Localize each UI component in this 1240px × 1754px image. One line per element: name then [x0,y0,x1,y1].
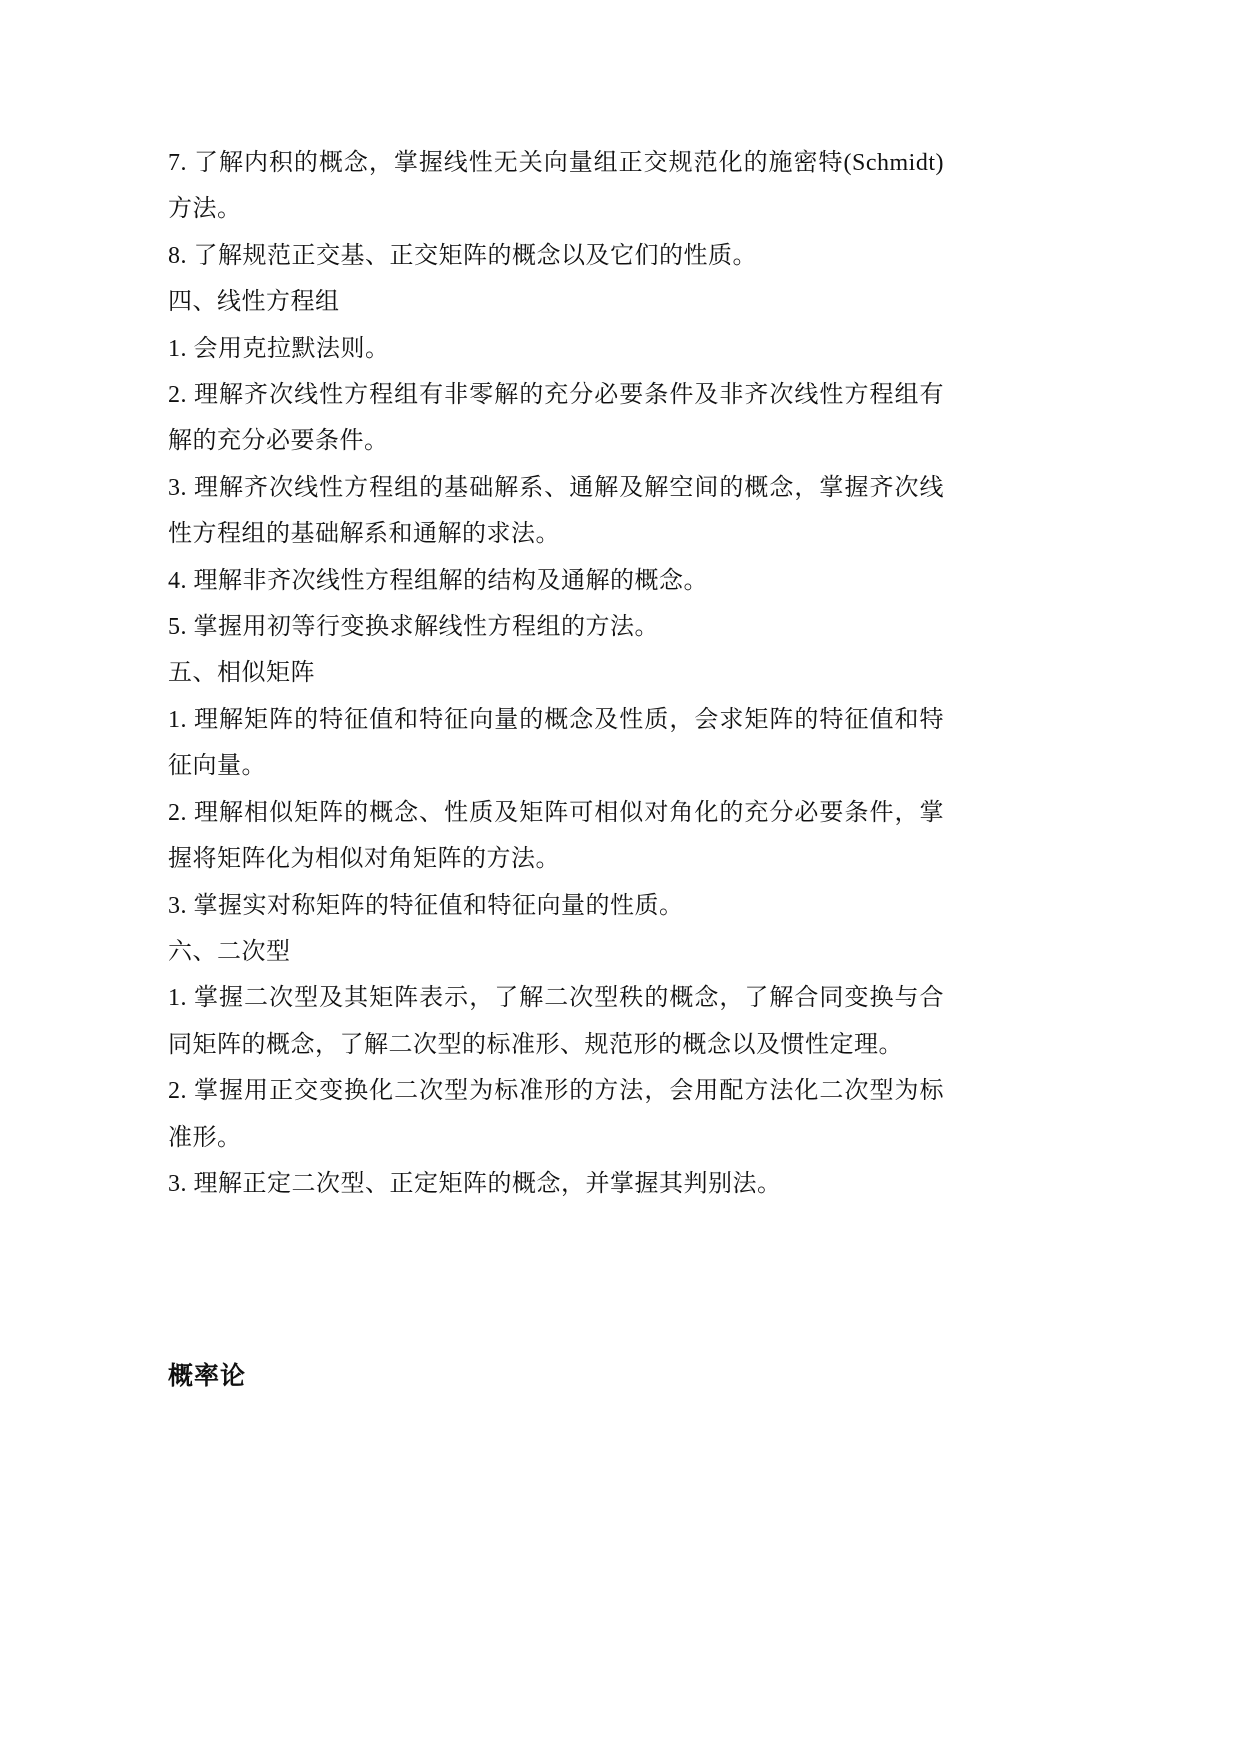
list-item-8-orthonormal-basis: 8. 了解规范正交基、正交矩阵的概念以及它们的性质。 [168,242,757,269]
list-item-2-diagonalization: 2. 理解相似矩阵的概念、性质及矩阵可相似对角化的充分必要条件，掌握将矩阵化为相似对角矩阵的方法。 [168,799,944,873]
section-title-probability: 概率论 [168,1361,247,1390]
document-body [168,140,944,1207]
list-item-3-positive-definite: 3. 理解正定二次型、正定矩阵的概念，并掌握其判别法。 [168,1170,782,1197]
list-item-3-real-symmetric: 3. 掌握实对称矩阵的特征值和特征向量的性质。 [168,892,684,919]
section-heading-quadratic-forms: 六、二次型 [168,938,291,965]
list-item-2-orthogonal-transform: 2. 掌握用正交变换化二次型为标准形的方法，会用配方法化二次型为标准形。 [168,1078,944,1151]
list-item-1-eigenvalues: 1. 理解矩阵的特征值和特征向量的概念及性质，会求矩阵的特征值和特征向量。 [168,706,944,780]
section-heading-linear-equations: 四、线性方程组 [168,289,340,316]
list-item-4-nonhomogeneous-structure: 4. 理解非齐次线性方程组解的结构及通解的概念。 [168,567,708,594]
list-item-3-fundamental-system: 3. 理解齐次线性方程组的基础解系、通解及解空间的概念，掌握齐次线性方程组的基础解系和通解的求法。 [168,474,944,548]
list-item-2-solution-conditions: 2. 理解齐次线性方程组有非零解的充分必要条件及非齐次线性方程组有解的充分必要条件。 [168,382,944,455]
section-heading-similar-matrices: 五、相似矩阵 [168,660,315,687]
list-item-1-cramer-rule: 1. 会用克拉默法则。 [168,335,390,362]
list-item-5-row-reduction: 5. 掌握用初等行变换求解线性方程组的方法。 [168,614,659,641]
list-item-1-quadratic-matrix: 1. 掌握二次型及其矩阵表示，了解二次型秩的概念，了解合同变换与合同矩阵的概念，了解二次型的标准形、规范形的概念以及惯性定理。 [168,985,944,1058]
list-item-7-inner-product: 7. 了解内积的概念，掌握线性无关向量组正交规范化的施密特(Schmidt)方法。 [168,150,944,223]
